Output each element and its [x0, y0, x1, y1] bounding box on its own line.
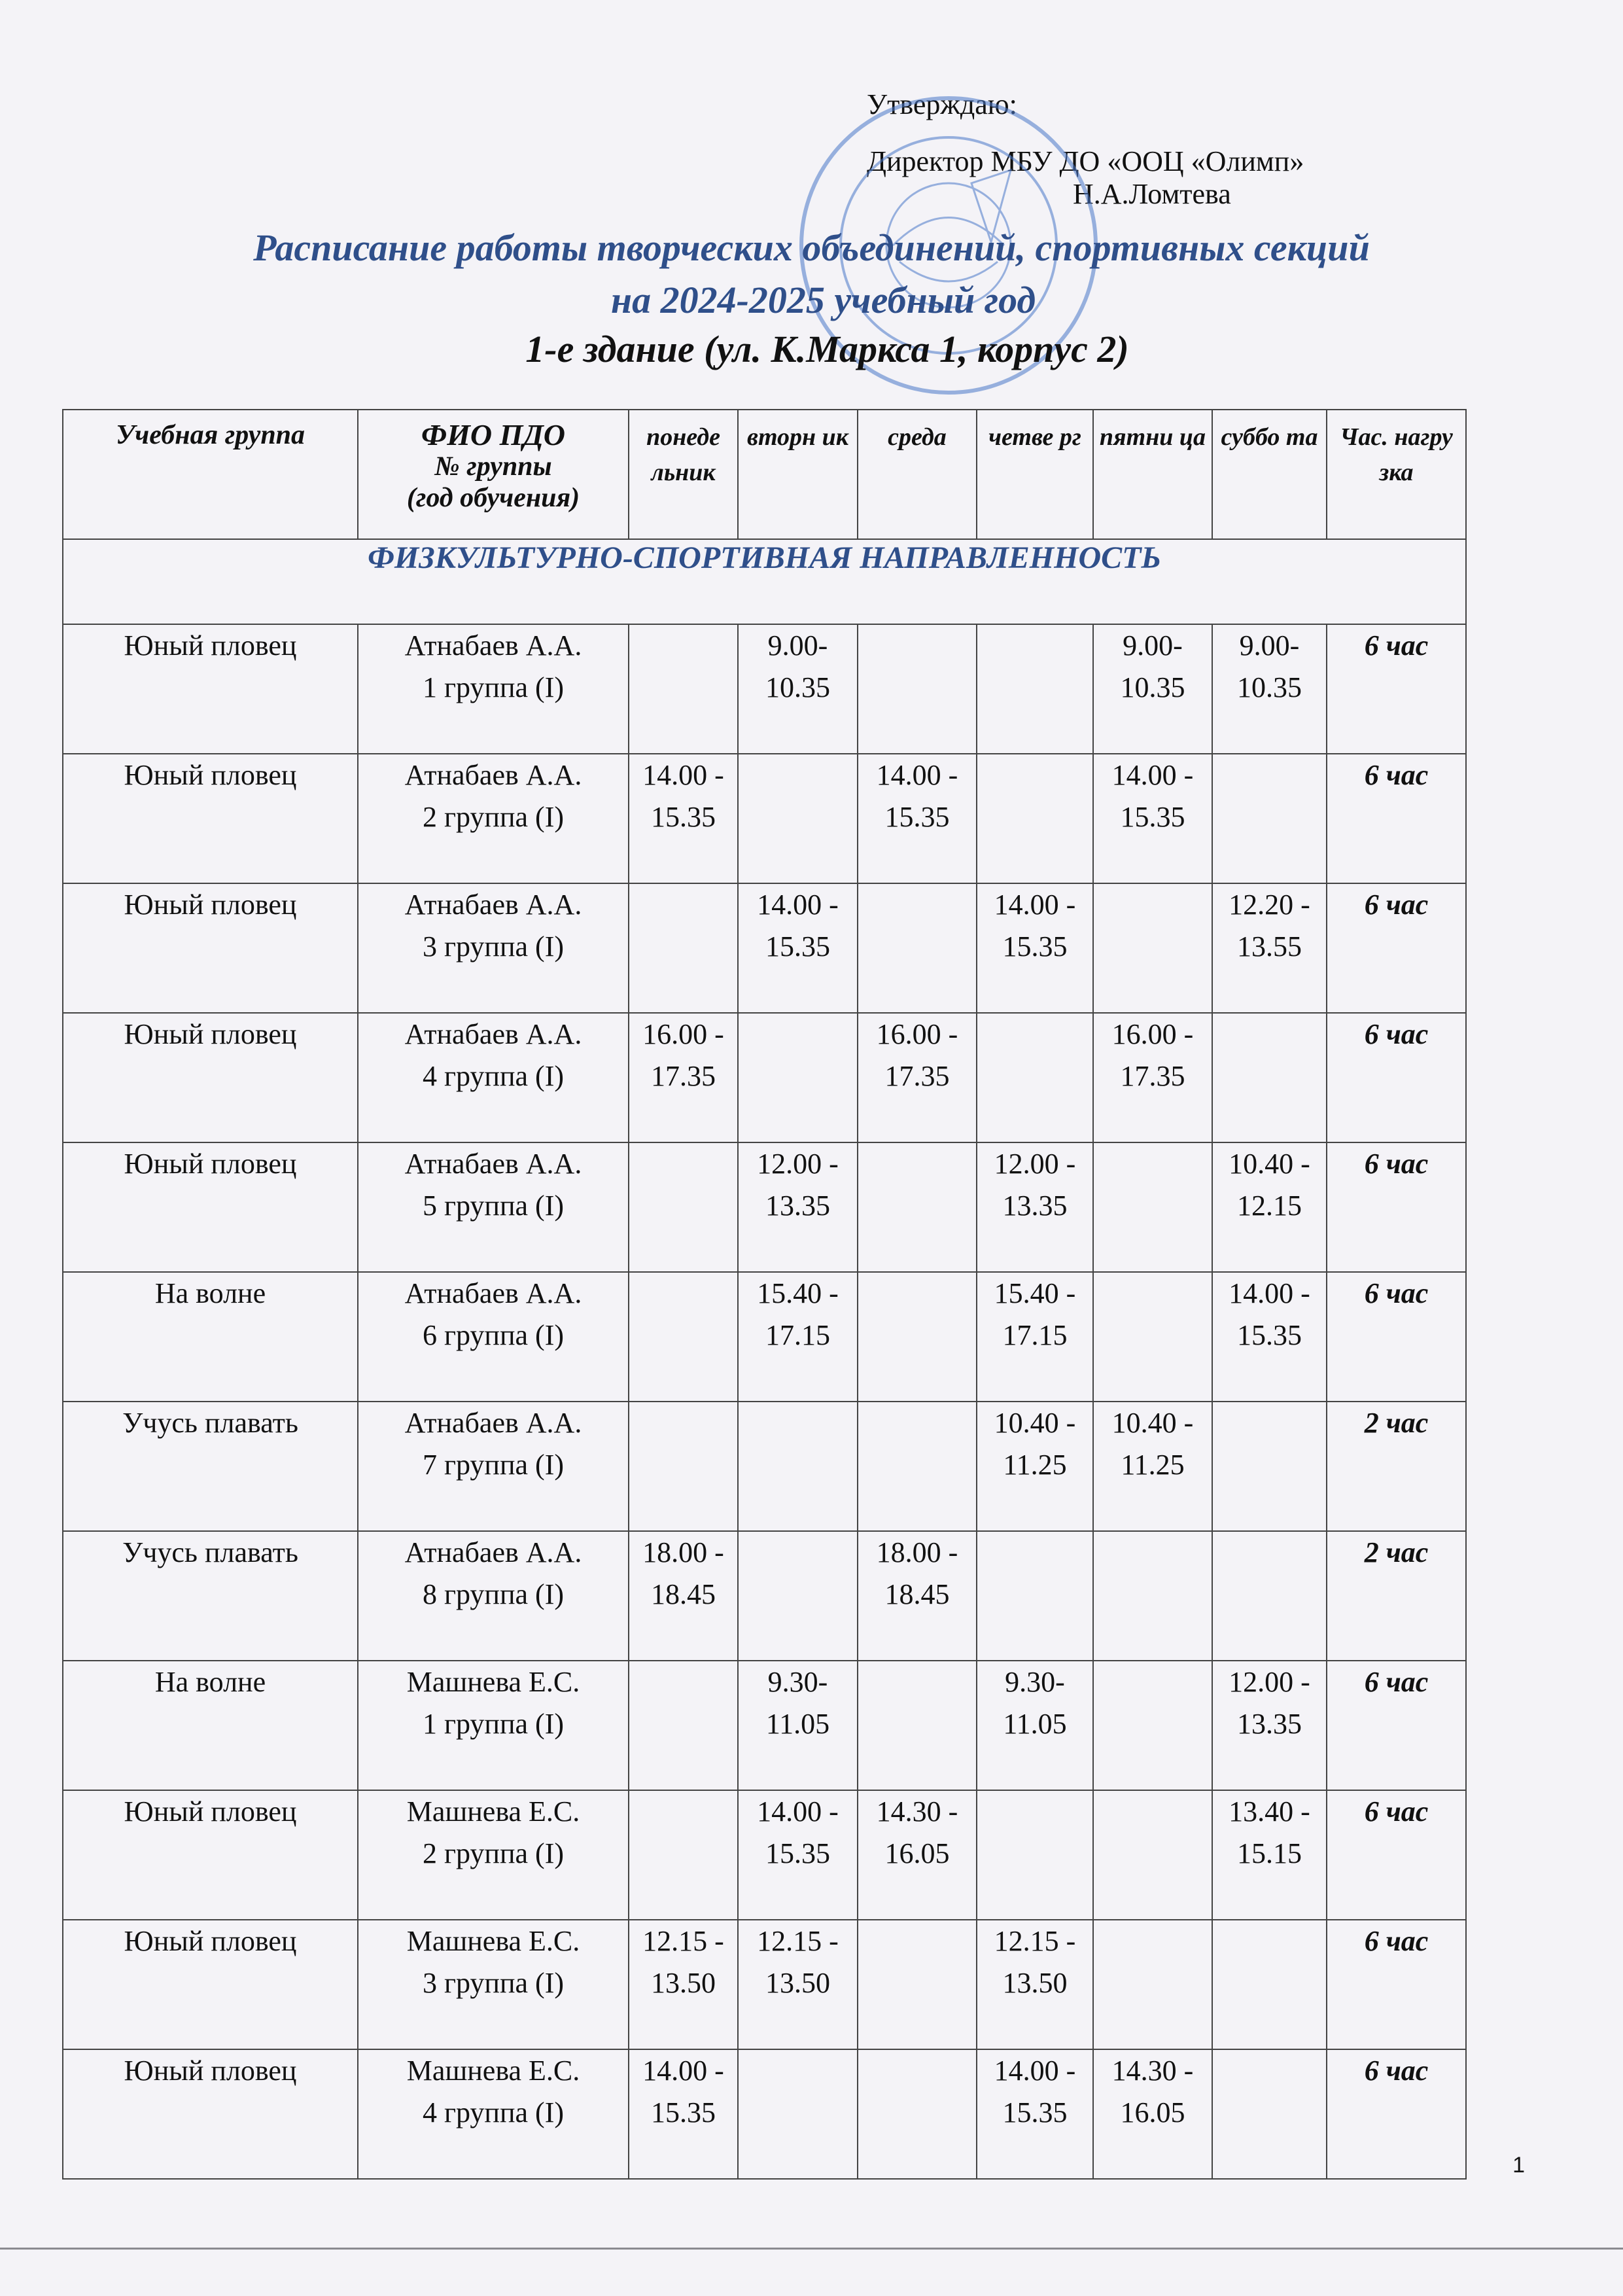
cell-teacher [358, 1402, 629, 1531]
approval-line-2: Директор МБУ ДО «ООЦ «Олимп» [867, 145, 1304, 177]
header-wednesday: среда [858, 410, 977, 539]
page-bottom-divider [0, 2248, 1623, 2250]
cell-teacher-name: Атнабаев А.А. [404, 1018, 582, 1050]
cell-load: 6 час [1327, 1790, 1466, 1920]
cell-group-number: 2 группа (I) [422, 1837, 565, 1869]
cell-teacher-name: Атнабаев А.А. [404, 1407, 582, 1439]
cell-load: 6 час [1327, 1661, 1466, 1790]
cell-time-thu [977, 1790, 1093, 1920]
cell-time-wed: 16.00 - 17.35 [858, 1013, 977, 1142]
table-row [63, 1790, 1466, 1920]
table-row [63, 1272, 1466, 1402]
table-header-row [63, 410, 1466, 539]
section-title: ФИЗКУЛЬТУРНО-СПОРТИВНАЯ НАПРАВЛЕННОСТЬ [63, 539, 1466, 624]
table-row [63, 1402, 1466, 1531]
cell-time-tue: 12.15 - 13.50 [738, 1920, 858, 2049]
cell-group: На волне [63, 1661, 358, 1790]
cell-teacher [358, 1531, 629, 1661]
cell-time-sat: 10.40 - 12.15 [1212, 1142, 1327, 1272]
cell-teacher [358, 1790, 629, 1920]
cell-time-wed: 14.30 - 16.05 [858, 1790, 977, 1920]
cell-time-tue [738, 1013, 858, 1142]
cell-time-tue [738, 1402, 858, 1531]
cell-group-number: 1 группа (I) [422, 1708, 565, 1740]
cell-teacher-name: Машнева Е.С. [406, 2055, 580, 2087]
cell-time-thu: 10.40 - 11.25 [977, 1402, 1093, 1531]
cell-teacher-name: Атнабаев А.А. [404, 629, 582, 662]
cell-group: Юный пловец [63, 1142, 358, 1272]
cell-teacher-name: Атнабаев А.А. [404, 889, 582, 921]
cell-group: Юный пловец [63, 2049, 358, 2179]
cell-time-fri [1093, 1531, 1212, 1661]
cell-time-thu [977, 624, 1093, 754]
cell-group-number: 1 группа (I) [422, 671, 565, 703]
cell-time-fri [1093, 1272, 1212, 1402]
cell-time-sat [1212, 1920, 1327, 2049]
cell-time-thu [977, 1013, 1093, 1142]
cell-group: Учусь плавать [63, 1402, 358, 1531]
cell-time-wed [858, 1920, 977, 2049]
cell-time-mon [629, 624, 738, 754]
cell-load: 6 час [1327, 1142, 1466, 1272]
cell-group-number: 4 группа (I) [422, 2096, 565, 2128]
cell-group-number: 4 группа (I) [422, 1060, 565, 1092]
cell-time-thu: 12.15 - 13.50 [977, 1920, 1093, 2049]
approval-line-1: Утверждаю: [867, 88, 1017, 120]
cell-time-sat [1212, 754, 1327, 883]
cell-teacher [358, 1272, 629, 1402]
cell-time-fri [1093, 1790, 1212, 1920]
cell-time-wed [858, 1402, 977, 1531]
cell-time-fri [1093, 883, 1212, 1013]
cell-group: Юный пловец [63, 624, 358, 754]
cell-time-sat [1212, 1402, 1327, 1531]
cell-time-mon: 14.00 - 15.35 [629, 2049, 738, 2179]
table-row [63, 1661, 1466, 1790]
cell-time-thu: 9.30- 11.05 [977, 1661, 1093, 1790]
cell-time-sat [1212, 1531, 1327, 1661]
header-teacher-group: № группы [434, 451, 552, 482]
cell-group-number: 6 группа (I) [422, 1319, 565, 1351]
cell-time-wed [858, 1272, 977, 1402]
cell-load: 6 час [1327, 754, 1466, 883]
cell-time-mon [629, 1402, 738, 1531]
cell-group-number: 3 группа (I) [422, 1967, 565, 1999]
table-row [63, 1920, 1466, 2049]
cell-teacher-name: Машнева Е.С. [406, 1666, 580, 1698]
cell-teacher [358, 1142, 629, 1272]
cell-load: 6 час [1327, 883, 1466, 1013]
cell-time-fri [1093, 1920, 1212, 2049]
table-row [63, 1142, 1466, 1272]
header-thursday: четве рг [977, 410, 1093, 539]
table-row [63, 754, 1466, 883]
cell-load: 2 час [1327, 1531, 1466, 1661]
cell-time-wed: 14.00 - 15.35 [858, 754, 977, 883]
header-teacher [358, 410, 629, 539]
cell-time-sat: 13.40 - 15.15 [1212, 1790, 1327, 1920]
cell-time-wed [858, 2049, 977, 2179]
cell-time-wed [858, 624, 977, 754]
table-row [63, 2049, 1466, 2179]
cell-time-tue [738, 2049, 858, 2179]
cell-time-tue: 9.30- 11.05 [738, 1661, 858, 1790]
cell-load: 2 час [1327, 1402, 1466, 1531]
cell-teacher [358, 1920, 629, 2049]
cell-time-sat [1212, 2049, 1327, 2179]
cell-load: 6 час [1327, 1920, 1466, 2049]
table-row [63, 883, 1466, 1013]
cell-time-wed [858, 1661, 977, 1790]
cell-time-tue: 14.00 - 15.35 [738, 883, 858, 1013]
cell-group-number: 2 группа (I) [422, 801, 565, 833]
cell-time-mon [629, 1272, 738, 1402]
cell-time-thu: 15.40 - 17.15 [977, 1272, 1093, 1402]
cell-time-mon [629, 1790, 738, 1920]
cell-time-wed [858, 1142, 977, 1272]
cell-time-tue: 12.00 - 13.35 [738, 1142, 858, 1272]
cell-group: Учусь плавать [63, 1531, 358, 1661]
cell-teacher-name: Машнева Е.С. [406, 1925, 580, 1957]
cell-teacher [358, 1661, 629, 1790]
cell-time-thu [977, 754, 1093, 883]
cell-group-number: 5 группа (I) [422, 1190, 565, 1222]
header-group: Учебная группа [63, 410, 358, 539]
cell-time-mon: 12.15 - 13.50 [629, 1920, 738, 2049]
header-saturday: суббо та [1212, 410, 1327, 539]
cell-load: 6 час [1327, 1272, 1466, 1402]
table-row [63, 1013, 1466, 1142]
cell-group-number: 7 группа (I) [422, 1449, 565, 1481]
cell-group: Юный пловец [63, 1920, 358, 2049]
cell-teacher [358, 754, 629, 883]
cell-time-tue [738, 1531, 858, 1661]
cell-time-mon [629, 1142, 738, 1272]
cell-time-fri [1093, 1661, 1212, 1790]
cell-time-mon: 16.00 - 17.35 [629, 1013, 738, 1142]
cell-time-sat [1212, 1013, 1327, 1142]
cell-time-fri [1093, 1142, 1212, 1272]
cell-load: 6 час [1327, 2049, 1466, 2179]
header-monday: понеде льник [629, 410, 738, 539]
cell-time-thu: 14.00 - 15.35 [977, 2049, 1093, 2179]
cell-time-mon [629, 1661, 738, 1790]
cell-teacher-name: Атнабаев А.А. [404, 1148, 582, 1180]
cell-time-thu: 14.00 - 15.35 [977, 883, 1093, 1013]
table-row [63, 624, 1466, 754]
cell-time-sat: 14.00 - 15.35 [1212, 1272, 1327, 1402]
cell-time-tue: 15.40 - 17.15 [738, 1272, 858, 1402]
cell-time-fri: 9.00- 10.35 [1093, 624, 1212, 754]
approval-line-3: Н.А.Ломтева [1073, 178, 1231, 210]
cell-time-fri: 10.40 - 11.25 [1093, 1402, 1212, 1531]
header-tuesday: вторн ик [738, 410, 858, 539]
cell-time-mon: 14.00 - 15.35 [629, 754, 738, 883]
page-subtitle-year: на 2024-2025 учебный год [610, 279, 1036, 321]
cell-group: Юный пловец [63, 1013, 358, 1142]
cell-teacher [358, 1013, 629, 1142]
cell-group: На волне [63, 1272, 358, 1402]
cell-teacher [358, 883, 629, 1013]
header-load: Час. нагру зка [1327, 410, 1466, 539]
cell-time-wed: 18.00 - 18.45 [858, 1531, 977, 1661]
cell-time-fri: 16.00 - 17.35 [1093, 1013, 1212, 1142]
schedule-table [62, 409, 1467, 2180]
cell-time-sat: 9.00- 10.35 [1212, 624, 1327, 754]
header-teacher-name: ФИО ПДО [421, 418, 566, 451]
cell-time-wed [858, 883, 977, 1013]
cell-group: Юный пловец [63, 883, 358, 1013]
section-row [63, 539, 1466, 624]
cell-time-mon: 18.00 - 18.45 [629, 1531, 738, 1661]
page-subtitle-building: 1-е здание (ул. К.Маркса 1, корпус 2) [525, 328, 1129, 370]
header-friday: пятни ца [1093, 410, 1212, 539]
cell-teacher-name: Машнева Е.С. [406, 1795, 580, 1828]
cell-time-thu [977, 1531, 1093, 1661]
table-row [63, 1531, 1466, 1661]
page-title: Расписание работы творческих объединений, спортивных секций [253, 226, 1370, 269]
cell-time-sat: 12.00 - 13.35 [1212, 1661, 1327, 1790]
cell-time-thu: 12.00 - 13.35 [977, 1142, 1093, 1272]
header-teacher-year: (год обучения) [406, 483, 580, 513]
cell-time-mon [629, 883, 738, 1013]
cell-time-fri: 14.00 - 15.35 [1093, 754, 1212, 883]
cell-teacher-name: Атнабаев А.А. [404, 759, 582, 791]
cell-teacher [358, 624, 629, 754]
cell-group-number: 3 группа (I) [422, 930, 565, 963]
cell-time-tue: 9.00- 10.35 [738, 624, 858, 754]
cell-load: 6 час [1327, 624, 1466, 754]
cell-group-number: 8 группа (I) [422, 1578, 565, 1610]
page-number: 1 [1512, 2153, 1525, 2178]
cell-time-fri: 14.30 - 16.05 [1093, 2049, 1212, 2179]
cell-time-tue [738, 754, 858, 883]
cell-time-tue: 14.00 - 15.35 [738, 1790, 858, 1920]
cell-teacher [358, 2049, 629, 2179]
cell-time-sat: 12.20 - 13.55 [1212, 883, 1327, 1013]
cell-teacher-name: Атнабаев А.А. [404, 1536, 582, 1568]
cell-group: Юный пловец [63, 1790, 358, 1920]
cell-group: Юный пловец [63, 754, 358, 883]
cell-teacher-name: Атнабаев А.А. [404, 1277, 582, 1309]
cell-load: 6 час [1327, 1013, 1466, 1142]
